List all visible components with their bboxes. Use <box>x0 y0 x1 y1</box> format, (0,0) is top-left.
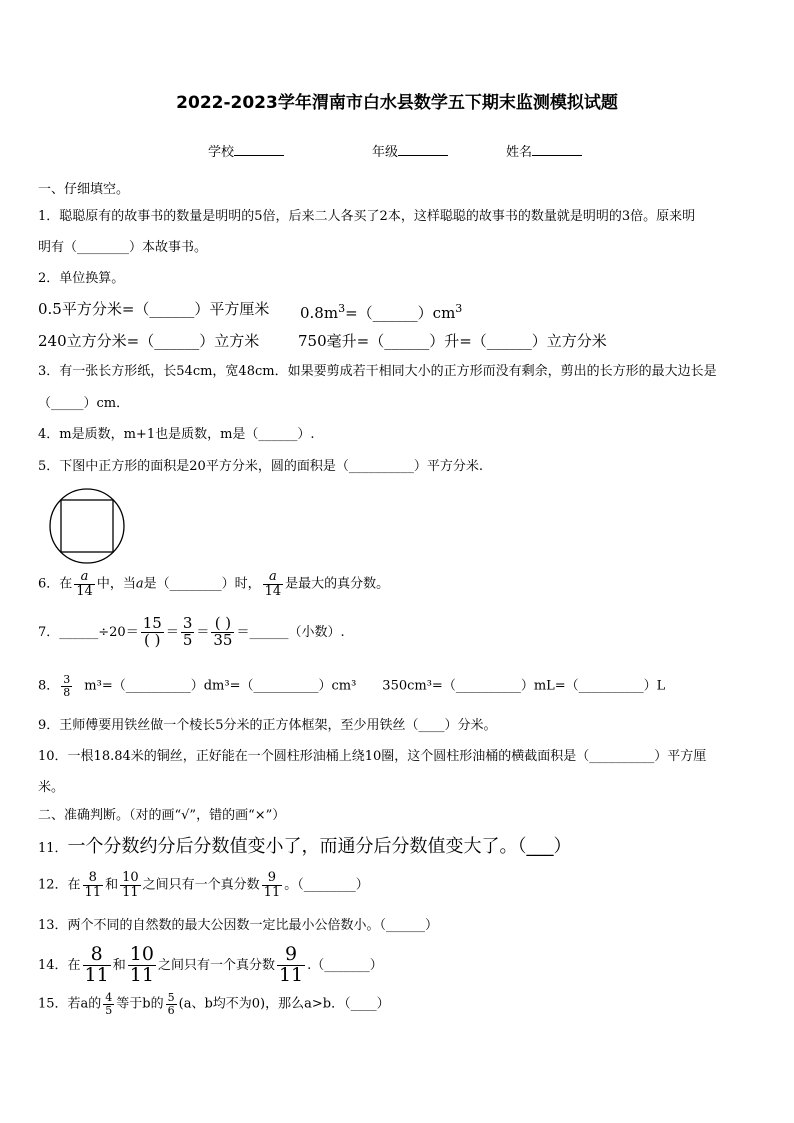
question-12 <box>38 871 369 899</box>
fraction-numerator: 4 <box>105 991 113 1004</box>
fraction-denominator: 5 <box>105 1003 113 1017</box>
question-14-text-2: 和 <box>112 957 126 973</box>
question-14-text-4: .（_______） <box>307 957 383 973</box>
circle-square-figure <box>47 487 127 565</box>
question-10-line-2: 米。 <box>38 780 65 795</box>
question-3-line-2: （_____）cm． <box>38 396 130 411</box>
square-shape <box>61 500 113 552</box>
school-label: 学校 <box>208 145 235 160</box>
question-15-text-3: (a、b均不为0)，那么a>b．（____） <box>178 996 390 1012</box>
section-2-heading: 二、准确判断。（对的画“√”，错的画“×”） <box>38 808 286 823</box>
question-7-fraction-1 <box>141 616 164 649</box>
fraction-denominator: 11 <box>84 963 109 986</box>
question-2-item-2-b: =（______）cm <box>345 304 456 322</box>
question-12-fraction-1 <box>83 871 104 899</box>
fraction-denominator: 8 <box>63 685 71 699</box>
question-11 <box>38 838 572 858</box>
question-7-fraction-3 <box>211 616 234 649</box>
fraction-numerator: 5 <box>167 991 175 1004</box>
question-14-text-3: 之间只有一个真分数 <box>157 957 275 973</box>
question-2-item-2-a: 0.8m <box>300 304 339 322</box>
fraction-numerator: 15 <box>142 614 162 632</box>
fraction-numerator: a <box>269 569 277 584</box>
question-9: 9．王师傅要用铁丝做一个棱长5分米的正方体框架，至少用铁丝（____）分米。 <box>38 718 497 733</box>
name-label: 姓名 <box>506 145 533 160</box>
question-14-text-1: 14．在 <box>38 957 81 973</box>
fraction-numerator: 8 <box>88 870 97 885</box>
question-14-fraction-2 <box>128 945 156 986</box>
question-2-item-4: 750毫升=（______）升=（______）立方分米 <box>298 332 607 350</box>
question-7-equals-1: ＝ <box>165 624 179 640</box>
question-12-text-2: 和 <box>105 877 119 893</box>
question-10-line-1: 10．一根18.84米的铜丝，正好能在一个圆柱形油桶上绕10圈，这个圆柱形油桶的横截面积是（__________）平方厘 <box>38 749 707 764</box>
fraction-numerator: 9 <box>285 943 298 965</box>
question-7 <box>38 616 345 649</box>
name-field <box>506 141 582 160</box>
fraction-denominator: 11 <box>278 963 304 986</box>
fraction-numerator: 3 <box>63 673 71 686</box>
school-blank <box>234 144 284 156</box>
question-7-text-1: 7．______÷20＝ <box>38 624 139 640</box>
fraction-numerator: 9 <box>267 870 277 885</box>
question-7-fraction-2 <box>181 616 195 649</box>
fraction-numerator: 10 <box>129 943 154 965</box>
question-8 <box>38 674 665 698</box>
question-2-item-2: $0.8m^3=(\_\_\_\_\_\_)cm^3$ <box>300 302 463 322</box>
grade-label: 年级 <box>372 145 399 160</box>
question-15-fraction-2 <box>166 992 177 1016</box>
question-12-text-3: 之间只有一个真分数 <box>142 877 260 893</box>
question-6-text-1: 6．在 <box>38 576 73 592</box>
question-8-fraction <box>61 674 72 698</box>
question-14-fraction-1 <box>83 945 111 986</box>
grade-blank <box>398 144 448 156</box>
fraction-denominator: 6 <box>167 1003 175 1017</box>
fraction-denominator: 11 <box>263 884 281 900</box>
question-8-text-2: m³=（__________）dm³=（__________）cm³ <box>84 678 357 694</box>
question-15-fraction-1 <box>103 992 114 1016</box>
fraction-numerator: ( ) <box>214 614 232 632</box>
question-11-text: 一个分数约分后分数值变小了，而通分后分数值变大了。（___） <box>67 836 572 857</box>
fraction-denominator: 14 <box>264 583 282 599</box>
question-5: 5．下图中正方形的面积是20平方分米，圆的面积是（__________）平方分米. <box>38 459 483 474</box>
section-1-heading: 一、仔细填空。 <box>38 182 130 197</box>
school-field <box>208 141 284 160</box>
question-15-text-1: 15．若a的 <box>38 996 102 1012</box>
fraction-denominator: 11 <box>129 963 154 986</box>
question-1-line-2: 明有（________）本故事书。 <box>38 240 208 255</box>
question-6-fraction-2 <box>263 570 284 598</box>
fraction-denominator: 14 <box>76 583 93 599</box>
question-2: 2．单位换算。 <box>38 271 125 286</box>
question-6-fraction-1 <box>74 570 95 598</box>
question-12-text-1: 12．在 <box>38 877 81 893</box>
grade-field <box>372 141 448 160</box>
question-15 <box>38 992 390 1016</box>
question-13: 13．两个不同的自然数的最大公因数一定比最小公倍数小。（______） <box>38 918 439 933</box>
question-1-line-1: 1．聪聪原有的故事书的数量是明明的5倍，后来二人各买了2本，这样聪聪的故事书的数量就是明明的3倍。原来明 <box>38 209 696 224</box>
fraction-denominator: 35 <box>213 630 233 649</box>
name-blank <box>532 144 582 156</box>
fraction-numerator: 8 <box>90 943 103 965</box>
question-2-item-1: 0.5平方分米=（______）平方厘米 <box>38 300 270 318</box>
question-12-text-4: 。（________） <box>284 877 369 893</box>
question-4: 4．m是质数，m+1也是质数，m是（______）. <box>38 427 315 442</box>
fraction-numerator: 10 <box>122 870 139 885</box>
question-11-number: 11． <box>38 841 68 856</box>
question-12-fraction-3 <box>262 871 283 899</box>
question-6-text-2: 中，当 <box>96 576 136 592</box>
question-6-variable: a <box>135 576 144 592</box>
question-14-fraction-3 <box>277 945 305 986</box>
fraction-denominator: ( ) <box>141 632 164 649</box>
question-14 <box>38 945 383 986</box>
fraction-denominator: 11 <box>122 884 139 900</box>
question-2-item-3: 240立方分米=（______）立方米 <box>38 332 260 350</box>
question-6 <box>38 570 389 598</box>
fraction-numerator: a <box>80 569 89 584</box>
fraction-numerator: 3 <box>182 614 193 632</box>
question-8-text-3: 350cm³=（__________）mL=（__________）L <box>382 678 666 694</box>
question-7-equals-2: ＝ <box>196 624 210 640</box>
question-7-text-2: ＝______（小数）. <box>236 624 345 640</box>
question-12-fraction-2 <box>120 871 141 899</box>
question-6-text-3: 是（________）时， <box>143 576 261 592</box>
page-title: 2022-2023学年渭南市白水县数学五下期末监测模拟试题 <box>176 93 618 113</box>
question-15-text-2: 等于b的 <box>116 996 164 1012</box>
question-6-text-4: 是最大的真分数。 <box>285 576 390 592</box>
question-3-line-1: 3．有一张长方形纸，长54cm，宽48cm．如果要剪成若干相同大小的正方形而没有剩余，剪出的长方形的最大边长是 <box>38 364 717 379</box>
fraction-denominator: 5 <box>182 630 193 649</box>
question-8-text-1: 8． <box>38 678 60 694</box>
fraction-denominator: 11 <box>84 884 102 900</box>
